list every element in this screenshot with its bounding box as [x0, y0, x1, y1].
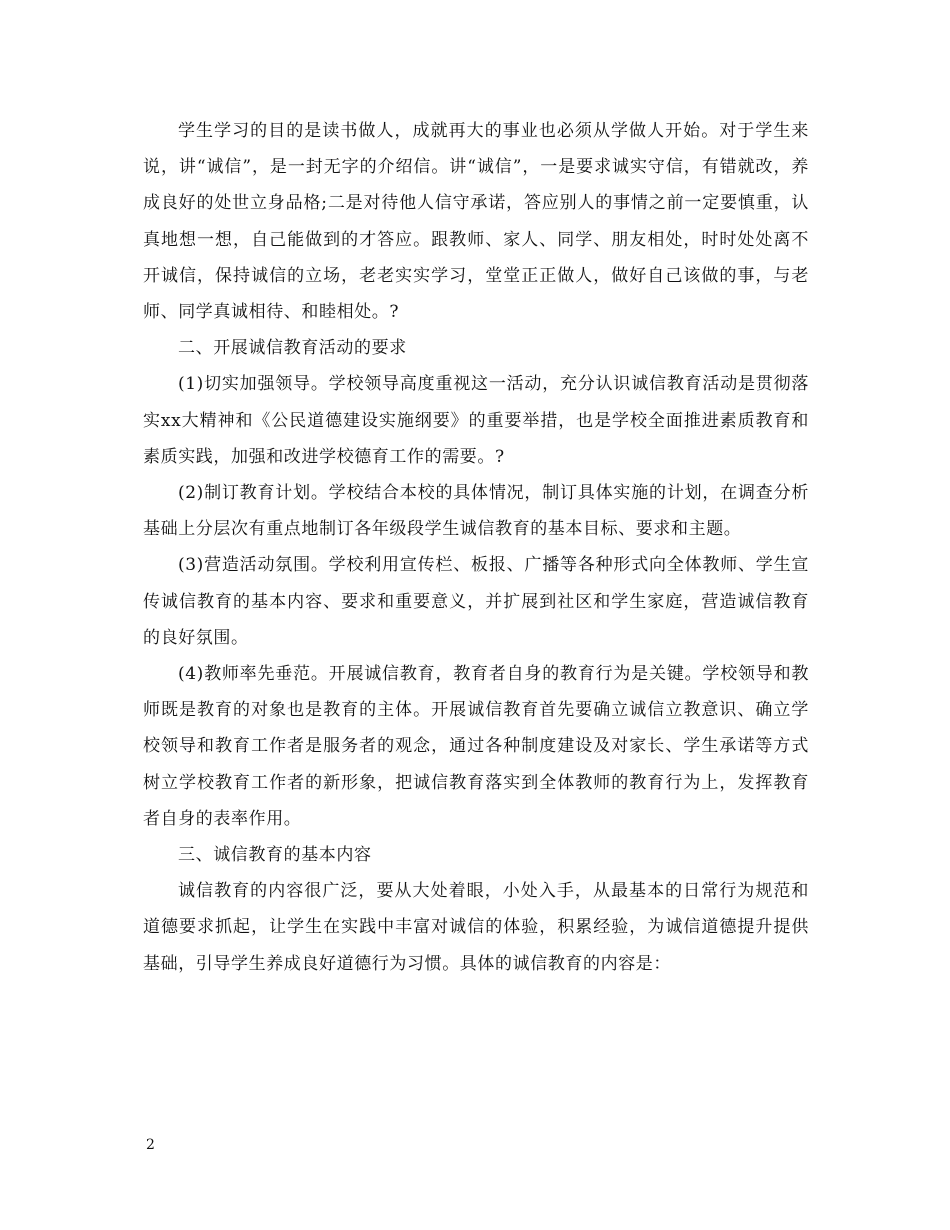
page-number: 2	[146, 1137, 155, 1153]
paragraph-leadership: (1)切实加强领导。学校领导高度重视这一活动，充分认识诚信教育活动是贯彻落实xx大精神和《公民道德建设实施纲要》的重要举措，也是学校全面推进素质教育和素质实践，加强和改进学校德育工作的需要。?	[143, 374, 809, 467]
paragraph-education-plan: (2)制订教育计划。学校结合本校的具体情况，制订具体实施的计划，在调查分析基础上分层次有重点地制订各年级段学生诚信教育的基本目标、要求和主题。	[143, 483, 809, 540]
section-heading-basic-content: 三、诚信教育的基本内容	[178, 845, 372, 866]
paragraph-atmosphere: (3)营造活动氛围。学校利用宣传栏、板报、广播等各种形式向全体教师、学生宣传诚信教育的基本内容、要求和重要意义，并扩展到社区和学生家庭，营造诚信教育的良好氛围。	[143, 555, 809, 648]
paragraph-student-learning: 学生学习的目的是读书做人，成就再大的事业也必须从学做人开始。对于学生来说，讲“诚信”，是一封无字的介绍信。讲“诚信”，一是要求诚实守信，有错就改，养成良好的处世立身品格;二是对待他人信守承诺，答应别人的事情之前一定要慎重，认真地想一想，自己能做到的才答应。跟教师、家人、同学、朋友相处，时时处处离不开诚信，保持诚信的立场，老老实实学习，堂堂正正做人，做好自己该做的事，与老师、同学真诚相待、和睦相处。?	[143, 121, 809, 323]
paragraph-teacher-example: (4)教师率先垂范。开展诚信教育，教育者自身的教育行为是关键。学校领导和教师既是教育的对象也是教育的主体。开展诚信教育首先要确立诚信立教意识、确立学校领导和教育工作者是服务者的观念，通过各种制度建设及对家长、学生承诺等方式树立学校教育工作者的新形象，把诚信教育落实到全体教师的教育行为上，发挥教育者自身的表率作用。	[143, 664, 809, 829]
section-heading-requirements: 二、开展诚信教育活动的要求	[178, 338, 407, 359]
document-body	[143, 113, 809, 982]
paragraph-content-overview: 诚信教育的内容很广泛，要从大处着眼，小处入手，从最基本的日常行为规范和道德要求抓起，让学生在实践中丰富对诚信的体验，积累经验，为诚信道德提升提供基础，引导学生养成良好道德行为习惯。具体的诚信教育的内容是：	[143, 881, 809, 974]
